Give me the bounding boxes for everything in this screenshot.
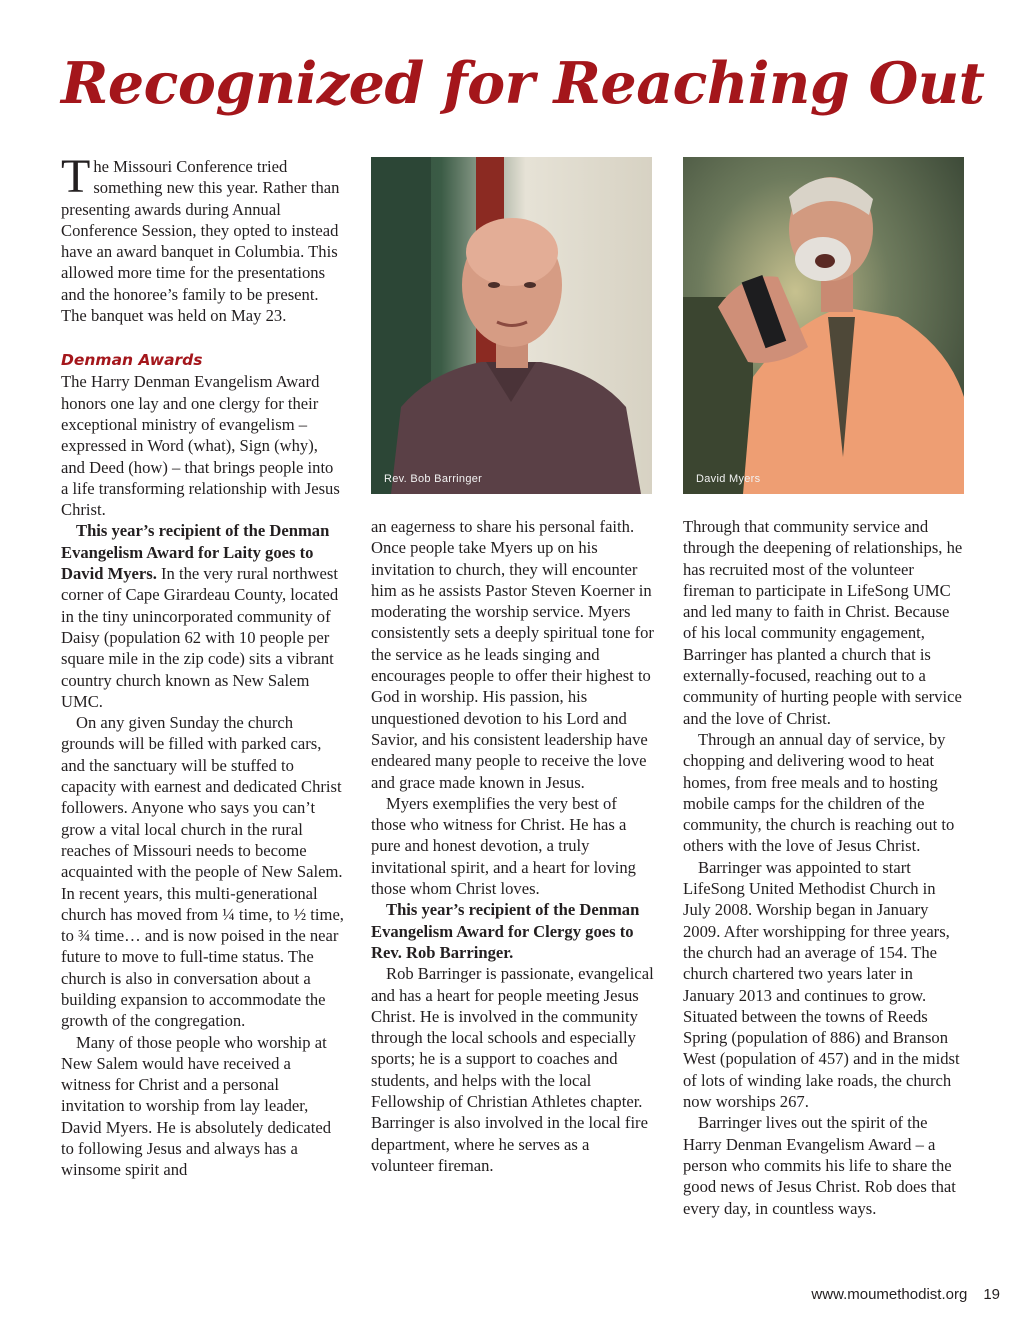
clergy-recipient-lead: This year’s recipient of the Denman Evangelism Award for Clergy goes to Rev. Rob Barringer.: [371, 900, 640, 962]
intro-paragraph: [61, 150, 344, 326]
drop-cap: T: [61, 150, 91, 203]
myers-faith-paragraph: an eagerness to share his personal faith. Once people take Myers up on his invitation to church, they will encounter him as he assists Pastor Steven Koerner in moderating the worship service. Myers consistently sets a deeply spiritual tone for the service as he leads singing and encourages people to offer their highest to God in worship. His passion, his unquestioned devotion to his Lord and Savior, and his consistent leadership have endeared many people to receive the love and grace made known in Jesus.: [371, 517, 654, 792]
myers-exemplifies-paragraph: Myers exemplifies the very best of those who witness for Christ. He has a pure and honest devotion, a truly invitational spirit, and a heart for loving those whom Christ loves.: [371, 793, 636, 899]
section-subhead: Denman Awards: [61, 351, 203, 370]
laity-recipient-paragraph: [61, 520, 344, 712]
award-description: The Harry Denman Evangelism Award honors one lay and one clergy for their exceptional ministry of evangelism – expressed in Word (what), Sign (why), and Deed (how) – that brings people into a life transforming relationship with Jesus Christ.: [61, 372, 340, 520]
photo-david-myers: [683, 157, 964, 494]
article-headline: Recognized for Reaching Out: [61, 50, 985, 117]
page-footer: [811, 1286, 1000, 1303]
closing-paragraph: Barringer lives out the spirit of the Harry Denman Evangelism Award – a person who commits his life to share the good news of Jesus Christ. Rob does that every day, in countless ways.: [683, 1113, 956, 1218]
text-column-1: [61, 150, 344, 1181]
barringer-community-paragraph: Rob Barringer is passionate, evangelical and has a heart for people meeting Jesus Christ. He is involved in the community through the local schools and especially sports; he is a support to coaches and students, and helps with the local Fellowship of Christian Athletes chapter. Barringer is also involved in the local fire department, where he serves as a volunteer fireman.: [371, 964, 654, 1175]
page-number: 19: [983, 1286, 1000, 1303]
laity-recipient-text: In the very rural northwest corner of Cape Girardeau County, located in the tiny unincorporated community of Daisy (population 62 with 10 people per square mile in the zip code) sits a vibrant country church known as New Salem UMC.: [61, 564, 339, 711]
intro-text: he Missouri Conference tried something new this year. Rather than presenting awards during Annual Conference Session, they opted to instead have an award banquet in Columbia. This allowed more time for the presentations and the honoree’s family to be present. The banquet was held on May 23.: [61, 157, 340, 326]
photo-rob-barringer: [371, 157, 652, 494]
laity-recipient-lead: This year’s recipient of the Denman Evangelism Award for Laity goes to David Myers.: [61, 521, 330, 584]
footer-url[interactable]: www.moumethodist.org: [811, 1286, 968, 1303]
clergy-recipient-paragraph: [371, 899, 655, 963]
photo-caption-right: David Myers: [696, 473, 761, 485]
myers-witness-paragraph: Many of those people who worship at New Salem would have received a witness for Christ and a personal invitation to worship from lay leader, David Myers. He is absolutely dedicated to following Jesus and always has a winsome spirit and: [61, 1032, 332, 1180]
new-salem-paragraph: On any given Sunday the church grounds will be filled with parked cars, and the sanctuary will be stuffed to capacity with earnest and dedicated Christ followers. Anyone who says you can’t grow a vital local church in the rural reaches of Missouri needs to become acquainted with the people of New Salem. In recent years, this multi-generational church has moved from ¼ time, to ½ time, to ¾ time… and is now poised in the near future to move to full-time status. The church is also in conversation about a building expansion to accommodate the growth of the congregation.: [61, 713, 344, 1031]
text-column-3: [683, 516, 965, 1219]
portrait-illustration: [683, 157, 964, 494]
text-column-2: [371, 516, 655, 1176]
photo-caption-left: Rev. Bob Barringer: [384, 473, 483, 485]
lifesong-history-paragraph: Barringer was appointed to start LifeSong United Methodist Church in July 2008. Worship began in January 2009. After worshipping for three years, the church had an average of 154. The church chartered two years later in January 2013 and continues to grow. Situated between the towns of Reeds Spring (population of 886) and Branson West (population of 457) and in the midst of lots of winding lake roads, the church now worships 267.: [683, 857, 960, 1112]
portrait-illustration: [371, 157, 652, 494]
barringer-service-paragraph: Through that community service and through the deepening of relationships, he has recruited most of the volunteer fireman to participate in LifeSong UMC and led many to faith in Christ. Because of his local community engagement, Barringer has planted a church that is externally-focused, reaching out to a community of hurting people with service and the love of Christ.: [683, 517, 963, 728]
annual-day-paragraph: Through an annual day of service, by chopping and delivering wood to heat homes, from free meals and to hosting mobile camps for the children of the community, the church is reaching out to others with the love of Jesus Christ.: [683, 729, 955, 856]
